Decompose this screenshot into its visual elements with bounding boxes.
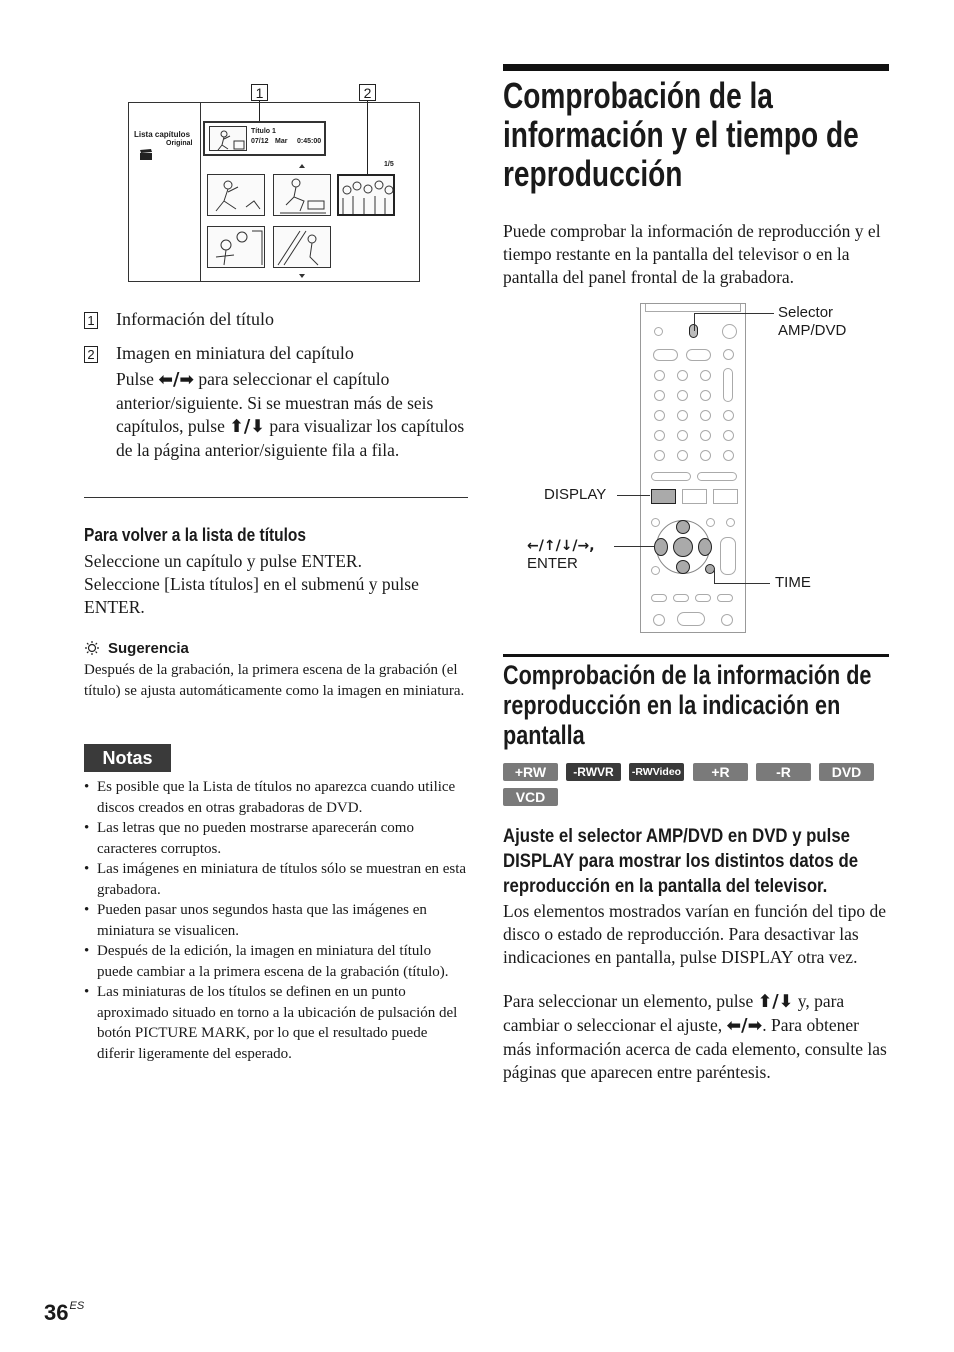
- return-line-2: Seleccione [Lista títulos] en el submenú y pulse ENTER.: [84, 574, 419, 617]
- legend-chapter-thumb: Imagen en miniatura del capítulo: [116, 343, 354, 363]
- notes-heading: Notas: [84, 744, 171, 772]
- remote-round-12: [726, 518, 735, 527]
- tip-heading: Sugerencia: [108, 640, 189, 657]
- badge-plus-rw: +RW: [503, 763, 558, 781]
- display-button[interactable]: [651, 489, 676, 504]
- remote-rect-3: [713, 489, 738, 504]
- sub-paragraph-1: Los elementos mostrados varían en función del tipo de disco o estado de reproducción. Para desactivar las indicaciones en pantalla, pulse DISPLAY otra vez.: [503, 901, 886, 967]
- chapter-thumbnail-1: [207, 174, 265, 216]
- main-title-line-2: información y el tiempo de: [503, 114, 859, 155]
- selector-label-line-1: Selector: [778, 304, 834, 321]
- remote-num-9: [700, 410, 711, 421]
- title-duration: 0:45:00: [297, 138, 322, 145]
- remote-num-2: [677, 370, 688, 381]
- arrows-label: ←/↑/↓/→,: [527, 538, 595, 554]
- note-item: • Pueden pasar unos segundos hasta que las imágenes en miniatura se visualicen.: [84, 900, 468, 941]
- remote-num-0: [677, 430, 688, 441]
- tip-text: Después de la grabación, la primera escena de la grabación (el título) se ajusta automáticamente como la imagen en miniatura.: [84, 662, 465, 699]
- selector-leader-horizontal: [694, 313, 774, 314]
- return-heading: Para volver a la lista de títulos: [84, 525, 306, 545]
- remote-round-8: [700, 450, 711, 461]
- scroll-down-icon: [299, 274, 305, 278]
- remote-pill-1: [653, 349, 678, 361]
- instruction-line-2: DISPLAY para mostrar los distintos datos de: [503, 850, 859, 872]
- remote-pill-8: [717, 594, 733, 602]
- page-number: [44, 1300, 84, 1326]
- remote-num-4: [654, 390, 665, 401]
- remote-round-14: [653, 614, 665, 626]
- panel-subtitle: Original: [166, 140, 193, 147]
- sub-title: [503, 660, 871, 750]
- main-title-line-3: reproducción: [503, 153, 683, 194]
- sub-title-rule: [503, 654, 889, 657]
- instruction-line-3: reproducción en la pantalla del televisor.: [503, 875, 828, 897]
- remote-round-4: [700, 430, 711, 441]
- legend-number-2: 2: [84, 346, 98, 363]
- remote-pill-4: [697, 472, 737, 481]
- remote-num-7: [654, 410, 665, 421]
- note-item: • Las imágenes en miniatura de títulos sólo se muestran en esta grabadora.: [84, 859, 468, 900]
- legend-text-3: para visualizar los capítulos de la página anterior/siguiente fila a fila.: [116, 416, 465, 460]
- remote-round-9: [723, 450, 734, 461]
- remote-round-5: [723, 430, 734, 441]
- scroll-up-icon: [299, 164, 305, 168]
- badge-minus-rw-video: -RWVideo: [629, 763, 684, 781]
- remote-pill-3: [651, 472, 691, 481]
- page-number-suffix: ES: [69, 1300, 85, 1312]
- sub-title-line-1: Comprobación de la información de: [503, 660, 872, 690]
- para2-text-c: . Para obtener más información acerca de cada elemento, consulte las páginas que aparecen entre paréntesis.: [503, 1015, 887, 1082]
- divider-rule: [84, 497, 468, 498]
- display-leader: [617, 495, 650, 496]
- page-number-value: 36: [44, 1300, 69, 1325]
- para2-text-a: Para seleccionar un elemento, pulse: [503, 991, 754, 1011]
- remote-round-1: [723, 349, 734, 360]
- display-label: DISPLAY: [544, 486, 607, 503]
- enter-button[interactable]: [673, 537, 693, 557]
- remote-num-6: [700, 390, 711, 401]
- remote-round-11: [706, 518, 715, 527]
- note-item: • Las letras que no pueden mostrarse aparecerán como caracteres corruptos.: [84, 818, 468, 859]
- dpad-right-button[interactable]: [698, 538, 712, 556]
- title-info-box: [203, 121, 326, 156]
- legend-text-2: para seleccionar el capítulo anterior/siguiente. Si se muestran más de seis capítulos, pulse: [116, 369, 434, 436]
- remote-pill-2: [686, 349, 711, 361]
- legend-chapter-description: [116, 368, 468, 462]
- selector-leader: [694, 313, 695, 331]
- remote-round-10: [651, 518, 660, 527]
- remote-round-15: [721, 614, 733, 626]
- remote-round-13: [651, 566, 660, 575]
- lightbulb-icon: [84, 640, 100, 661]
- remote-round-6: [654, 450, 665, 461]
- left-right-arrows-icon-2: ⬅/➡: [726, 1016, 763, 1036]
- remote-small-button-top-1: [654, 327, 663, 336]
- instruction-line-1: Ajuste el selector AMP/DVD en DVD y pulse: [503, 825, 850, 847]
- arrows-leader: [614, 546, 654, 547]
- main-title: [503, 76, 859, 193]
- remote-pill-6: [673, 594, 689, 602]
- main-title-line-1: Comprobación de la: [503, 75, 773, 116]
- sub-title-line-3: pantalla: [503, 720, 585, 750]
- chapter-thumbnail-4: [207, 226, 265, 268]
- page-indicator: 1/5: [384, 161, 394, 168]
- para2-text-b: y, para cambiar o seleccionar el ajuste,: [503, 991, 845, 1035]
- title-date: 07/12: [251, 138, 269, 145]
- chapter-thumbnail-5: [273, 226, 331, 268]
- remote-top-strip: [645, 304, 741, 312]
- notes-list: [84, 777, 468, 1064]
- dpad-left-button[interactable]: [654, 538, 668, 556]
- badge-minus-rw-vr: -RWVR: [566, 763, 621, 781]
- clapper-icon: [139, 148, 153, 166]
- remote-pill-5: [651, 594, 667, 602]
- selector-label-line-2: AMP/DVD: [778, 322, 847, 339]
- dpad-down-button[interactable]: [676, 560, 690, 574]
- title-top-rule: [503, 64, 889, 71]
- badge-vcd: VCD: [503, 788, 558, 806]
- remote-pill-7: [695, 594, 711, 602]
- remote-round-2: [723, 410, 734, 421]
- title-day: Mar: [275, 138, 288, 145]
- remote-num-8: [677, 410, 688, 421]
- main-intro: Puede comprobar la información de reproducción y el tiempo restante en la pantalla del televisor o en la pantalla del panel frontal de la grabadora.: [503, 221, 881, 287]
- sub-paragraph-2: [503, 990, 891, 1084]
- chapter-thumbnail-2: [273, 174, 331, 216]
- note-item: • Es posible que la Lista de títulos no aparezca cuando utilice discos creados en otras grabadoras de DVD.: [84, 777, 468, 818]
- callout-1: 1: [251, 84, 268, 101]
- time-leader: [714, 568, 715, 583]
- remote-play-button: [677, 612, 705, 626]
- left-right-arrows-icon: ⬅/➡: [158, 370, 195, 390]
- screen-divider: [200, 102, 201, 282]
- remote-round-7: [677, 450, 688, 461]
- note-item: • Después de la edición, la imagen en miniatura del título puede cambiar a la primera escena de la grabación (título).: [84, 941, 468, 982]
- legend-text-1: Pulse: [116, 369, 154, 389]
- enter-label: ENTER: [527, 555, 578, 572]
- up-down-arrows-icon: ⬆/⬇: [229, 417, 265, 437]
- callout-2: 2: [359, 84, 376, 101]
- remote-power-button: [722, 324, 737, 339]
- dpad-up-button[interactable]: [676, 520, 690, 534]
- remote-round-3: [654, 430, 665, 441]
- title-thumbnail: [209, 126, 247, 151]
- panel-title: Lista capítulos: [134, 130, 191, 139]
- time-leader-horizontal: [714, 583, 770, 584]
- title-name: Título 1: [251, 128, 276, 135]
- time-label: TIME: [775, 574, 811, 591]
- remote-num-5: [677, 390, 688, 401]
- badge-dvd: DVD: [819, 763, 874, 781]
- badge-minus-r: -R: [756, 763, 811, 781]
- remote-num-1: [654, 370, 665, 381]
- note-item: • Las miniaturas de los títulos se definen en un punto aproximado situado en torno a la ubicación de pulsación del botón PICTURE MARK, por lo que el resultado puede diferir ligeramente del esperado.: [84, 982, 468, 1064]
- remote-volume-rocker: [723, 368, 733, 402]
- remote-num-3: [700, 370, 711, 381]
- remote-rect-2: [682, 489, 707, 504]
- legend-title-info: Información del título: [116, 309, 274, 329]
- remote-plus-minus: [720, 537, 736, 575]
- return-line-1: Seleccione un capítulo y pulse ENTER.: [84, 551, 362, 571]
- badge-plus-r: +R: [693, 763, 748, 781]
- chapter-thumbnail-3: [337, 174, 395, 216]
- up-down-arrows-icon-2: ⬆/⬇: [757, 992, 794, 1012]
- legend-number-1: 1: [84, 312, 98, 329]
- instruction-heading: [503, 824, 858, 899]
- sub-title-line-2: reproducción en la indicación en: [503, 690, 841, 720]
